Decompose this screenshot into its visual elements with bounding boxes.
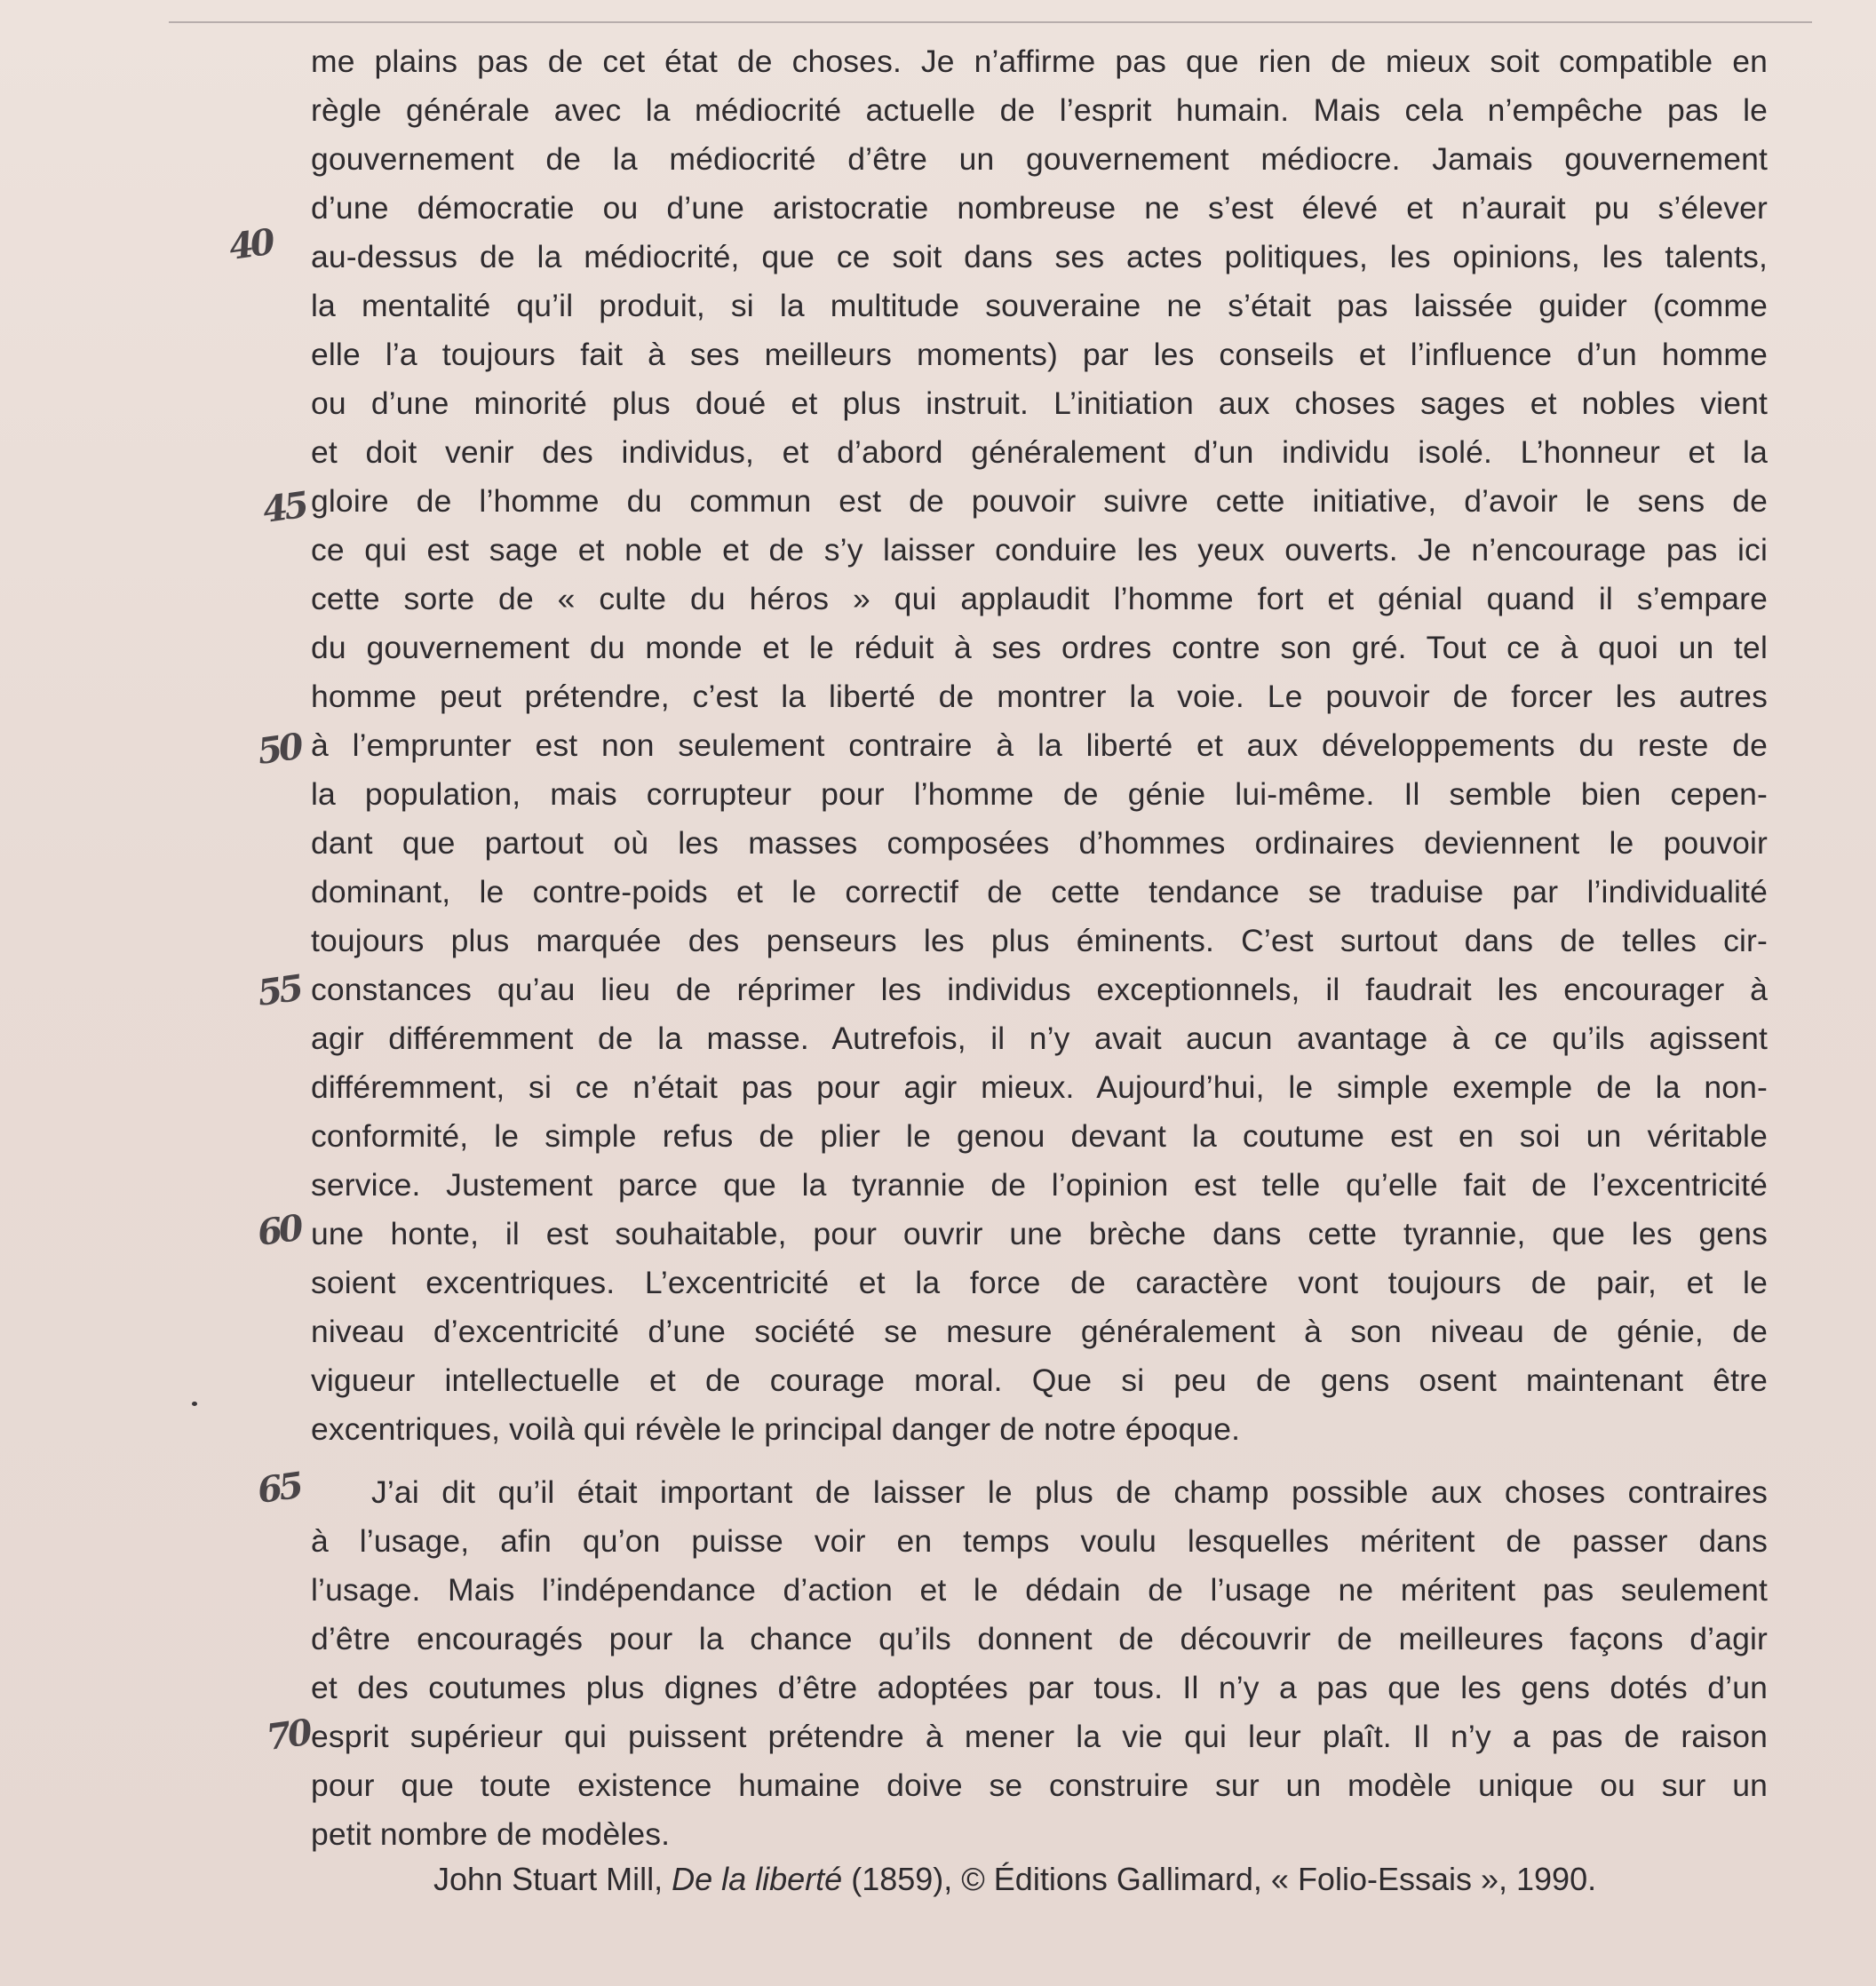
text-line: du gouvernement du monde et le réduit à ses ordres contre son gré. Tout ce à quoi un tel bbox=[311, 630, 1768, 665]
margin-line-number: 60 bbox=[254, 1206, 303, 1255]
text-line: la mentalité qu’il produit, si la multitude souveraine ne s’était pas laissée guider (comme bbox=[311, 288, 1768, 323]
text-line: elle l’a toujours fait à ses meilleurs moments) par les conseils et l’influence d’un homme bbox=[311, 337, 1768, 372]
text-line: esprit supérieur qui puissent prétendre à mener la vie qui leur plaît. Il n’y a pas de raison bbox=[311, 1719, 1768, 1754]
citation-title: De la liberté bbox=[672, 1861, 843, 1897]
text-line: d’être encouragés pour la chance qu’ils donnent de découvrir de meilleures façons d’agir bbox=[311, 1621, 1768, 1656]
margin-line-number: 65 bbox=[254, 1464, 303, 1513]
text-line: la population, mais corrupteur pour l’homme de génie lui-même. Il semble bien cepen- bbox=[311, 776, 1768, 812]
text-line: constances qu’au lieu de réprimer les individus exceptionnels, il faudrait les encourager à bbox=[311, 972, 1768, 1007]
text-line: me plains pas de cet état de choses. Je n’affirme pas que rien de mieux soit compatible en bbox=[311, 44, 1768, 79]
margin-line-number: 50 bbox=[254, 725, 303, 774]
margin-mark bbox=[192, 1402, 197, 1406]
text-line: dominant, le contre-poids et le correctif de cette tendance se traduise par l’individualité bbox=[311, 874, 1768, 910]
text-line: homme peut prétendre, c’est la liberté de montrer la voie. Le pouvoir de forcer les autres bbox=[311, 679, 1768, 714]
text-line: gouvernement de la médiocrité d’être un gouvernement médiocre. Jamais gouvernement bbox=[311, 141, 1768, 177]
paragraph-2 bbox=[311, 1468, 1768, 1859]
paragraph-1 bbox=[311, 37, 1768, 1454]
margin-line-number: 55 bbox=[254, 966, 303, 1015]
text-line: agir différemment de la masse. Autrefois, il n’y avait aucun avantage à ce qu’ils agissent bbox=[311, 1021, 1768, 1056]
text-line: à l’emprunter est non seulement contraire à la liberté et aux développements du reste de bbox=[311, 727, 1768, 763]
text-line: petit nombre de modèles. bbox=[311, 1816, 671, 1852]
text-line: différemment, si ce n’était pas pour agir mieux. Aujourd’hui, le simple exemple de la non- bbox=[311, 1069, 1768, 1105]
text-line: gloire de l’homme du commun est de pouvoir suivre cette initiative, d’avoir le sens de bbox=[311, 483, 1768, 519]
text-line: ou d’une minorité plus doué et plus instruit. L’initiation aux choses sages et nobles vient bbox=[311, 385, 1768, 421]
citation-details: (1859), © Éditions Gallimard, « Folio-Essais », 1990. bbox=[842, 1861, 1597, 1897]
text-line: l’usage. Mais l’indépendance d’action et le dédain de l’usage ne méritent pas seulement bbox=[311, 1572, 1768, 1608]
text-line: toujours plus marquée des penseurs les plus éminents. C’est surtout dans de telles cir- bbox=[311, 923, 1768, 958]
excerpt-text bbox=[311, 37, 1768, 1859]
text-line: et doit venir des individus, et d’abord généralement d’un individu isolé. L’honneur et la bbox=[311, 434, 1768, 470]
text-line: cette sorte de « culte du héros » qui applaudit l’homme fort et génial quand il s’empare bbox=[311, 581, 1768, 616]
text-line: excentriques, voilà qui révèle le principal danger de notre époque. bbox=[311, 1411, 1241, 1447]
text-line: dant que partout où les masses composées d’hommes ordinaires deviennent le pouvoir bbox=[311, 825, 1768, 861]
text-line: une honte, il est souhaitable, pour ouvrir une brèche dans cette tyrannie, que les gens bbox=[311, 1216, 1768, 1251]
text-line: au-dessus de la médiocrité, que ce soit dans ses actes politiques, les opinions, les talents, bbox=[311, 239, 1768, 274]
text-line: vigueur intellectuelle et de courage moral. Que si peu de gens osent maintenant être bbox=[311, 1362, 1768, 1398]
text-line: pour que toute existence humaine doive se construire sur un modèle unique ou sur un bbox=[311, 1768, 1768, 1803]
text-line: et des coutumes plus dignes d’être adoptées par tous. Il n’y a pas que les gens dotés d’un bbox=[311, 1670, 1768, 1705]
text-line: conformité, le simple refus de plier le genou devant la coutume est en soi un véritable bbox=[311, 1118, 1768, 1154]
text-line: ce qui est sage et noble et de s’y laisser conduire les yeux ouverts. Je n’encourage pas ici bbox=[311, 532, 1768, 568]
text-line: niveau d’excentricité d’une société se mesure généralement à son niveau de génie, de bbox=[311, 1314, 1768, 1349]
source-citation bbox=[433, 1855, 1596, 1903]
text-line: service. Justement parce que la tyrannie de l’opinion est telle qu’elle fait de l’excentricité bbox=[311, 1167, 1768, 1203]
text-line: d’une démocratie ou d’une aristocratie nombreuse ne s’est élevé et n’aurait pu s’élever bbox=[311, 190, 1768, 226]
margin-line-number: 45 bbox=[259, 483, 308, 532]
text-line: J’ai dit qu’il était important de laisser le plus de champ possible aux choses contraires bbox=[371, 1474, 1768, 1510]
margin-line-number: 40 bbox=[226, 220, 274, 269]
text-line: règle générale avec la médiocrité actuelle de l’esprit humain. Mais cela n’empêche pas le bbox=[311, 92, 1768, 128]
margin-line-number: 70 bbox=[263, 1711, 312, 1760]
top-divider bbox=[169, 21, 1812, 23]
citation-author: John Stuart Mill, bbox=[433, 1861, 672, 1897]
text-line: soient excentriques. L’excentricité et la force de caractère vont toujours de pair, et le bbox=[311, 1265, 1768, 1300]
text-line: à l’usage, afin qu’on puisse voir en temps voulu lesquelles méritent de passer dans bbox=[311, 1523, 1768, 1559]
